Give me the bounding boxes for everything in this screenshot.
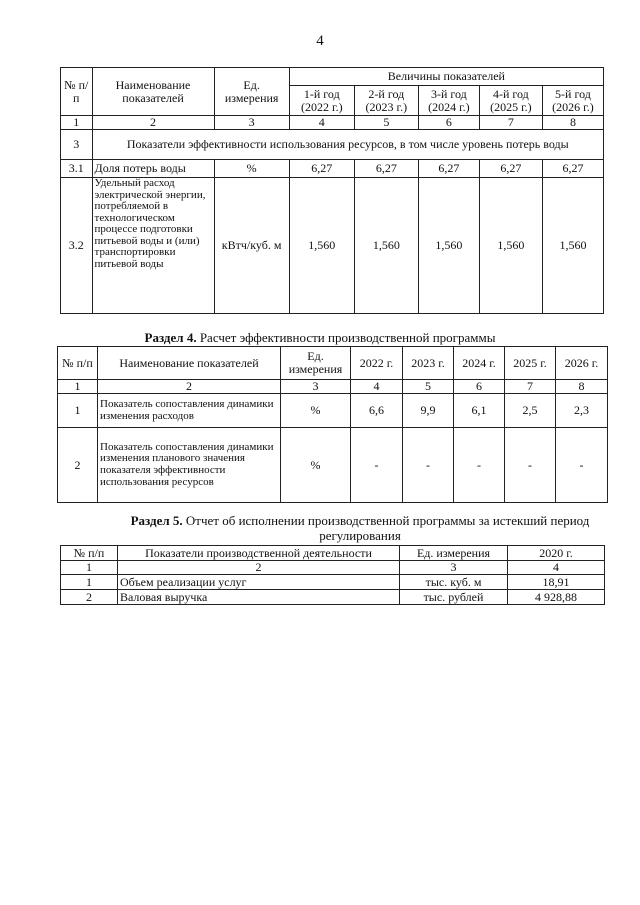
index-row [61, 116, 604, 130]
row-value: 1,560 [479, 178, 542, 314]
row-value: 1,560 [289, 178, 354, 314]
section-text: Показатели эффективности использования ресурсов, в том числе уровень потерь воды [92, 130, 603, 160]
index-cell: 1 [61, 116, 93, 130]
index-cell: 3 [400, 561, 508, 575]
index-cell: 7 [479, 116, 542, 130]
header-cell: Наименование показателей [98, 347, 281, 380]
row-value: 6,27 [354, 160, 418, 178]
index-cell: 1 [61, 561, 118, 575]
index-cell: 8 [556, 380, 608, 394]
header-cell: 2024 г. [454, 347, 505, 380]
row-num: 2 [58, 428, 98, 503]
index-cell: 4 [508, 561, 605, 575]
section-row [61, 130, 604, 160]
row-unit: % [281, 394, 351, 428]
header-cell: 2022 г. [351, 347, 403, 380]
row-unit: % [214, 160, 289, 178]
row-value: 6,27 [289, 160, 354, 178]
row-num: 1 [61, 575, 118, 590]
header-cell: 2023 г. [403, 347, 454, 380]
section4-title-text: Расчет эффективности производственной программы [196, 330, 496, 345]
header-year: 4-й год (2025 г.) [479, 86, 542, 116]
row-unit: тыс. рублей [400, 590, 508, 605]
header-cell: Показатели производственной деятельности [118, 546, 400, 561]
row-value: 9,9 [403, 394, 454, 428]
section5-label: Раздел 5. [130, 513, 183, 528]
row-num: 1 [58, 394, 98, 428]
row-value: - [454, 428, 505, 503]
section-num: 3 [61, 130, 93, 160]
row-value: 6,27 [542, 160, 603, 178]
index-cell: 4 [289, 116, 354, 130]
row-unit: % [281, 428, 351, 503]
index-cell: 8 [542, 116, 603, 130]
table-row [61, 160, 604, 178]
index-cell: 4 [351, 380, 403, 394]
table-row [61, 178, 604, 314]
table-row [58, 394, 608, 428]
row-value: 1,560 [354, 178, 418, 314]
index-cell: 7 [505, 380, 556, 394]
row-value: 6,27 [418, 160, 479, 178]
table-row [61, 590, 605, 605]
header-unit: Ед. измерения [214, 68, 289, 116]
index-cell: 3 [214, 116, 289, 130]
header-cell: Ед. измерения [400, 546, 508, 561]
row-name: Валовая выручка [118, 590, 400, 605]
header-cell: Ед. измерения [281, 347, 351, 380]
row-num: 2 [61, 590, 118, 605]
index-cell: 2 [98, 380, 281, 394]
row-value: 1,560 [542, 178, 603, 314]
header-year: 3-й год (2024 г.) [418, 86, 479, 116]
row-value: 4 928,88 [508, 590, 605, 605]
row-value: - [505, 428, 556, 503]
row-value: 6,1 [454, 394, 505, 428]
page-number: 4 [316, 33, 324, 49]
section5-title-text: Отчет об исполнении производственной программы за истекший период регулирования [182, 513, 590, 543]
header-cell: 2025 г. [505, 347, 556, 380]
row-name: Показатель сопоставления динамики изменения расходов [98, 394, 281, 428]
section4-label: Раздел 4. [144, 330, 197, 345]
header-cell: № п/п [58, 347, 98, 380]
header-values-group: Величины показателей [289, 68, 603, 86]
header-name: Наименование показателей [92, 68, 214, 116]
table-row [58, 428, 608, 503]
row-value: - [351, 428, 403, 503]
index-cell: 6 [454, 380, 505, 394]
header-year: 1-й год (2022 г.) [289, 86, 354, 116]
header-num: № п/п [61, 68, 93, 116]
row-value: 1,560 [418, 178, 479, 314]
row-value: 6,27 [479, 160, 542, 178]
row-name: Показатель сопоставления динамики изменения планового значения показателя эффективности использования ресурсов [98, 428, 281, 503]
row-value: - [556, 428, 608, 503]
row-unit: кВтч/куб. м [214, 178, 289, 314]
row-name: Удельный расход электрической энергии, потребляемой в технологическом процессе подготовки питьевой воды и (или) транспортировки питьевой воды [92, 178, 214, 314]
header-cell: № п/п [61, 546, 118, 561]
row-name: Доля потерь воды [92, 160, 214, 178]
index-cell: 5 [403, 380, 454, 394]
program-execution-report-table [60, 545, 605, 605]
index-cell: 5 [354, 116, 418, 130]
table-row [61, 575, 605, 590]
row-name: Объем реализации услуг [118, 575, 400, 590]
header-cell: 2026 г. [556, 347, 608, 380]
row-value: - [403, 428, 454, 503]
row-num: 3.1 [61, 160, 93, 178]
row-value: 6,6 [351, 394, 403, 428]
section5-title [110, 513, 610, 543]
index-row [61, 561, 605, 575]
index-row [58, 380, 608, 394]
row-value: 2,5 [505, 394, 556, 428]
section4-title [0, 330, 640, 346]
row-unit: тыс. куб. м [400, 575, 508, 590]
row-num: 3.2 [61, 178, 93, 314]
performance-indicators-table [60, 67, 604, 314]
index-cell: 1 [58, 380, 98, 394]
index-cell: 6 [418, 116, 479, 130]
index-cell: 2 [92, 116, 214, 130]
efficiency-calculation-table [57, 346, 608, 503]
index-cell: 3 [281, 380, 351, 394]
header-year: 5-й год (2026 г.) [542, 86, 603, 116]
row-value: 2,3 [556, 394, 608, 428]
header-year: 2-й год (2023 г.) [354, 86, 418, 116]
header-cell: 2020 г. [508, 546, 605, 561]
row-value: 18,91 [508, 575, 605, 590]
index-cell: 2 [118, 561, 400, 575]
